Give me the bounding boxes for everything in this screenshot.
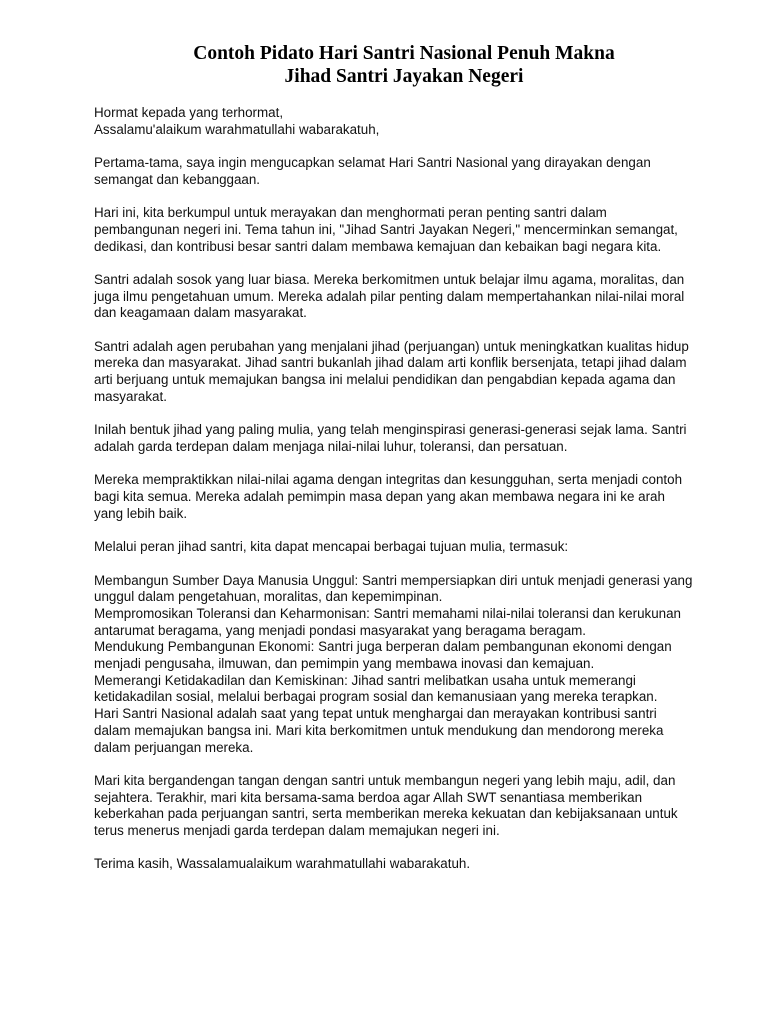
title-line-1: Contoh Pidato Hari Santri Nasional Penuh Makna [193,43,615,64]
paragraph-noble-jihad: Inilah bentuk jihad yang paling mulia, yang telah menginspirasi generasi-generasi sejak lama. Santri adalah garda terdepan dalam menjaga nilai-nilai luhur, toleransi, dan persatuan. [94,422,687,454]
document-body [94,105,694,890]
list-item: Memerangi Ketidakadilan dan Kemiskinan: Jihad santri melibatkan usaha untuk memerangi ketidakadilan sosial, melalui berbagai program sosial dan kemanusiaan yang mereka terapkan. [94,672,658,705]
list-item: Mempromosikan Toleransi dan Keharmonisan: Santri memahami nilai-nilai toleransi dan kerukunan antarumat beragama, yang menjadi pondasi masyarakat yang beragama beragam. [94,605,682,638]
greeting-line-1: Hormat kepada yang terhormat, [94,105,284,120]
list-item: Mendukung Pembangunan Ekonomi: Santri juga berperan dalam pembangunan ekonomi dengan menjadi pengusaha, ilmuwan, dan pemimpin yang membawa inovasi dan kemajuan. [94,639,672,672]
paragraph-agent-of-change: Santri adalah agen perubahan yang menjalani jihad (perjuangan) untuk meningkatkan kualitas hidup mereka dan masyarakat. Jihad santri bukanlah jihad dalam arti konflik bersenjata, tetapi jihad dalam arti berjuang untuk memajukan bangsa ini melalui pendidikan dan pengabdian kepada agama dan masyarakat. [94,338,689,404]
paragraph-farewell: Terima kasih, Wassalamualaikum warahmatullahi wabarakatuh. [94,856,471,872]
document-title [94,42,714,88]
paragraph-goals-intro: Melalui peran jihad santri, kita dapat mencapai berbagai tujuan mulia, termasuk: [94,539,569,555]
list-item: Membangun Sumber Daya Manusia Unggul: Santri mempersiapkan diri untuk menjadi generasi yang unggul dalam pengetahuan, moralitas, dan kepemimpinan. [94,572,693,605]
greeting [94,105,694,138]
paragraph-santri-figure: Santri adalah sosok yang luar biasa. Mereka berkomitmen untuk belajar ilmu agama, moralitas, dan juga ilmu pengetahuan umum. Mereka adalah pilar penting dalam mempertahankan nilai-nilai moral dan keagamaan dalam masyarakat. [94,271,685,321]
paragraph-integrity: Mereka mempraktikkan nilai-nilai agama dengan integritas dan kesungguhan, serta menjadi contoh bagi kita semua. Mereka adalah pemimpin masa depan yang akan membawa negara ini ke arah yang lebih baik. [94,472,683,521]
list-item: Hari Santri Nasional adalah saat yang tepat untuk menghargai dan merayakan kontribusi santri dalam memajukan bangsa ini. Mari kita berkomitmen untuk mendukung dan mendorong mereka dalam perjuangan mereka. [94,706,664,755]
greeting-line-2: Assalamu'alaikum warahmatullahi wabarakatuh, [94,121,380,137]
title-line-2: Jihad Santri Jayakan Negeri [284,66,524,87]
paragraph-opening: Pertama-tama, saya ingin mengucapkan selamat Hari Santri Nasional yang dirayakan dengan semangat dan kebanggaan. [94,155,651,187]
paragraph-theme: Hari ini, kita berkumpul untuk merayakan dan menghormati peran penting santri dalam pembangunan negeri ini. Tema tahun ini, "Jihad Santri Jayakan Negeri," mencerminkan semangat, dedikasi, dan kontribusi besar santri dalam membawa kemajuan dan kebaikan bagi negara kita. [94,205,678,254]
goals-list [94,573,694,757]
paragraph-closing: Mari kita bergandengan tangan dengan santri untuk membangun negeri yang lebih maju, adil, dan sejahtera. Terakhir, mari kita bersama-sama berdoa agar Allah SWT senantiasa memberikan keberkahan pada perjuangan santri, serta memberikan mereka kekuatan dan kebijaksanaan untuk terus menerus menjadi garda terdepan dalam memajukan negeri ini. [94,772,678,839]
